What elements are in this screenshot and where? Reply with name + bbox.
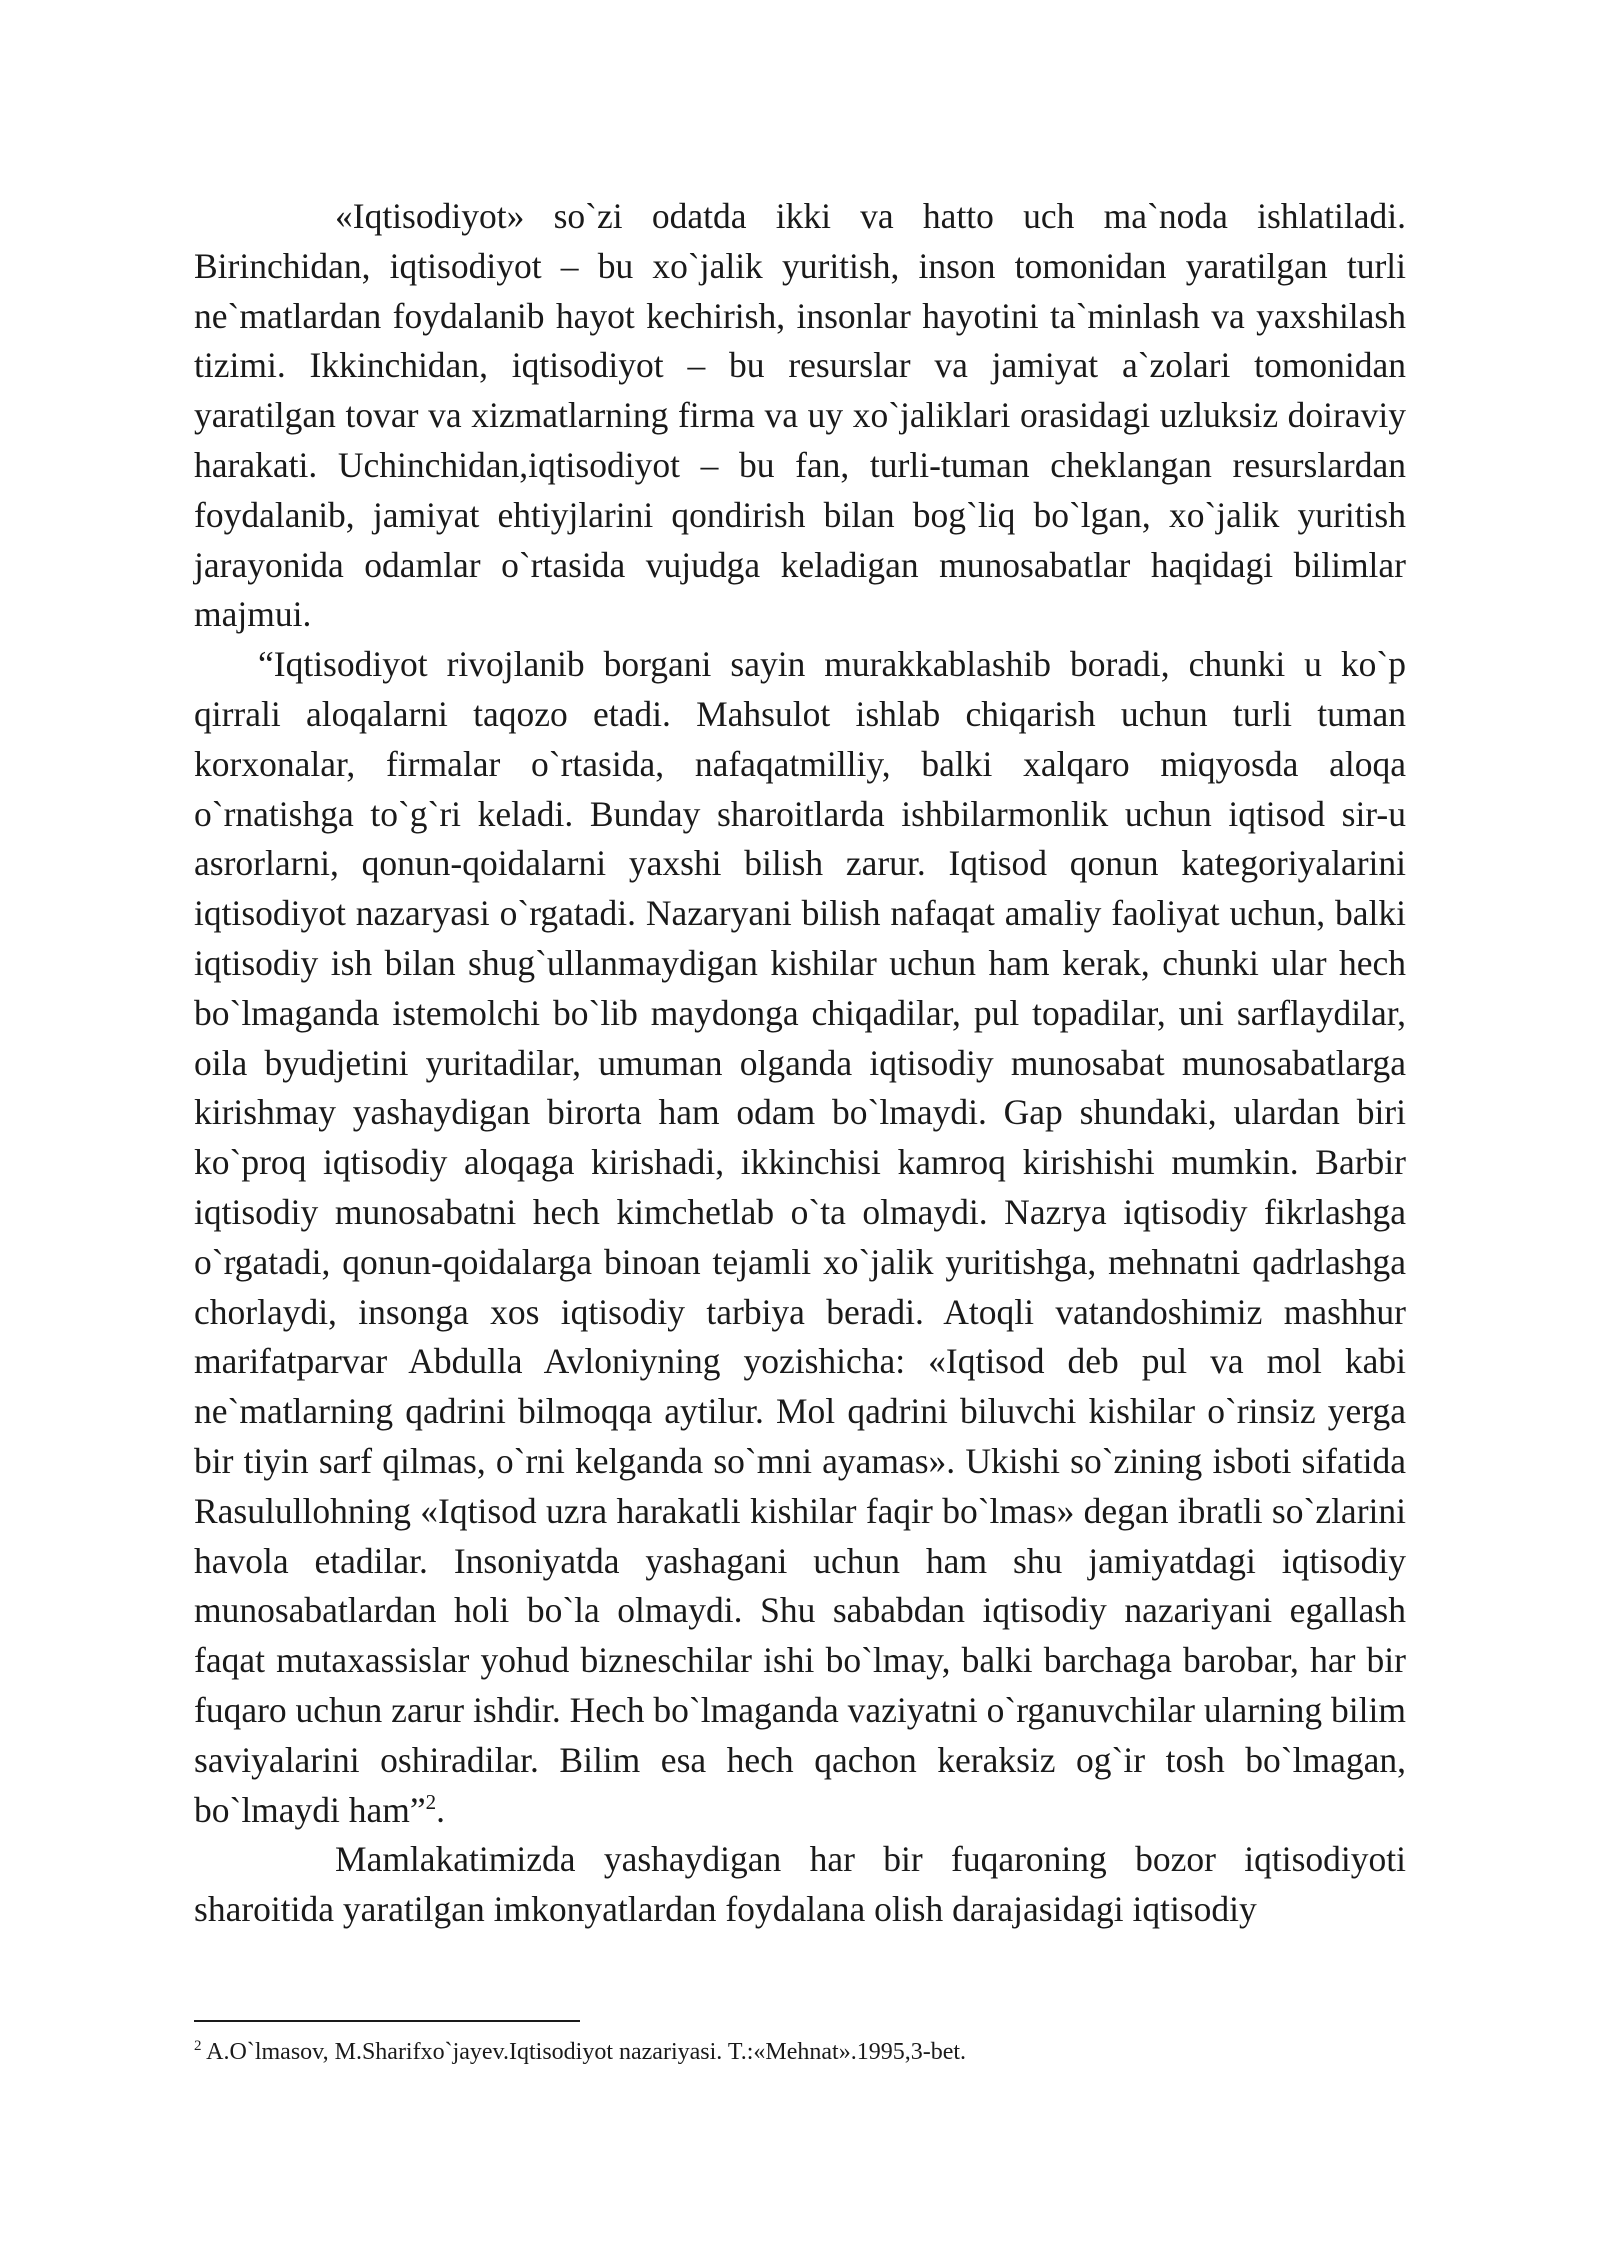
paragraph-tail: . (436, 1789, 446, 1830)
paragraph-text: “Iqtisodiyot rivojlanib borgani sayin murakkablashib boradi, chunki u ko`p qirrali aloqalarni taqozo etadi. Mahsulot ishlab chiqarish uchun turli tuman korxonalar, firmalar o`rtasida, nafaqatmilliy, balki xalqaro miqyosda aloqa o`rnatishga to`g`ri keladi. Bunday sharoitlarda ishbilarmonlik uchun iqtisod sir-u asrorlarni, qonun-qoidalarni yaxshi bilish zarur. Iqtisod qonun kategoriyalarini iqtisodiyot nazaryasi o`rgatadi. Nazaryani bilish nafaqat amaliy faoliyat uchun, balki iqtisodiy ish bilan shug`ullanmaydigan kishilar uchun ham kerak, chunki ular hech bo`lmaganda istemolchi bo`lib maydonga chiqadilar, pul topadilar, uni sarflaydilar, oila byudjetini yuritadilar, umuman olganda iqtisodiy munosabat munosabatlarga kirishmay yashaydigan birorta ham odam bo`lmaydi. Gap shundaki, ulardan biri ko`proq iqtisodiy aloqaga kirishadi, ikkinchisi kamroq kirishishi mumkin. Barbir iqtisodiy munosabatni hech kimchetlab o`ta olmaydi. Nazrya iqtisodiy fikrlashga o`rgatadi, qonun-qoidalarga binoan tejamli xo`jalik yuritishga, mehnatni qadrlashga chorlaydi, insonga xos iqtisodiy tarbiya beradi. Atoqli vatandoshimiz mashhur marifatparvar Abdulla Avloniyning yozishicha: «Iqtisod deb pul va mol kabi ne`matlarning qadrini bilmoqqa aytilur. Mol qadrini biluvchi kishilar o`rinsiz yerga bir tiyin sarf qilmas, o`rni kelganda so`mni ayamas». Ukishi so`zining isboti sifatida Rasulullohning «Iqtisod uzra harakatli kishilar faqir bo`lmas» degan ibratli so`zlarini havola etadilar. Insoniyatda yashagani uchun ham shu jamiyatdagi iqtisodiy munosabatlardan holi bo`la olmaydi. Shu sababdan iqtisodiy nazariyani egallash faqat mutaxassislar yohud bizneschilar ishi bo`lmay, balki barchaga barobar, har bir fuqaro uchun zarur ishdir. Hech bo`lmaganda vaziyatni o`rganuvchilar ularning bilim saviyalarini oshiradilar. Bilim esa hech qachon keraksiz og`ir tosh bo`lmagan, bo`lmaydi ham” (194, 644, 1406, 1830)
body-text (194, 192, 1406, 1935)
paragraph-economy-meanings (194, 192, 1406, 640)
paragraph-citizens-opportunities (194, 1835, 1406, 1935)
footnote (194, 2036, 1406, 2068)
footnote-text: A.O`lmasov, M.Sharifxo`jayev.Iqtisodiyot nazariyasi. T.:«Mehnat».1995,3-bet. (201, 2039, 967, 2065)
paragraph-text: Mamlakatimizda yashaydigan har bir fuqaroning bozor iqtisodiyoti sharoitida yaratilgan imkonyatlardan foydalana olish darajasidagi iqtisodiy (194, 1839, 1406, 1930)
paragraph-economy-development (194, 640, 1406, 1835)
footnote-separator (194, 2020, 580, 2022)
footnote-number: 2 (194, 2038, 202, 2054)
paragraph-text: «Iqtisodiyot» so`zi odatda ikki va hatto uch ma`noda ishlatiladi. Birinchidan, iqtisodiyot – bu xo`jalik yuritish, inson tomonidan yaratilgan turli ne`matlardan foydalanib hayot kechirish, insonlar hayotini ta`minlash va yaxshilash tizimi. Ikkinchidan, iqtisodiyot – bu resurslar va jamiyat a`zolari tomonidan yaratilgan tovar va xizmatlarning firma va uy xo`jaliklari orasidagi uzluksiz doiraviy harakati. Uchinchidan,iqtisodiyot – bu fan, turli-tuman cheklangan resurslardan foydalanib, jamiyat ehtiyjlarini qondirish bilan bog`liq bo`lgan, xo`jalik yuritish jarayonida odamlar o`rtasida vujudga keladigan munosabatlar haqidagi bilimlar majmui. (194, 196, 1406, 635)
footnote-reference[interactable]: 2 (425, 1789, 437, 1814)
